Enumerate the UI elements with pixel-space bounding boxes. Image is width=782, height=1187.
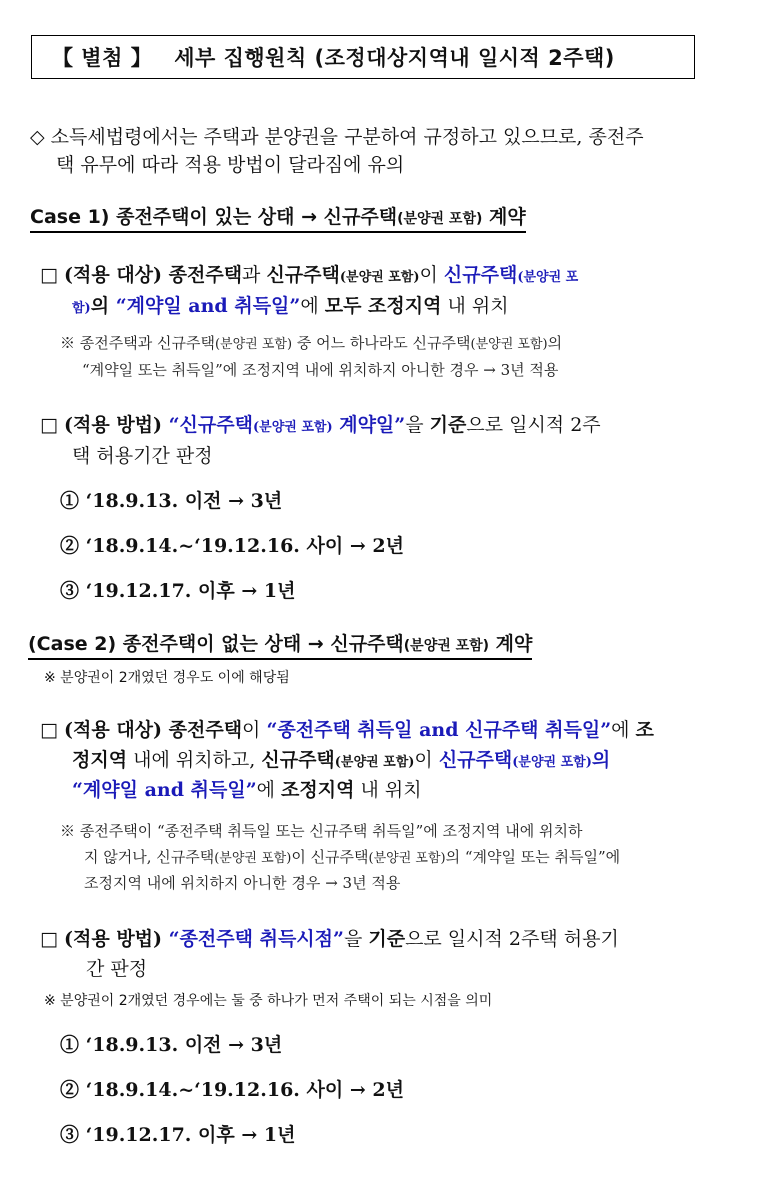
case1-target-line-2: 함)의 “계약일 and 취득일”에 모두 조정지역 내 위치 xyxy=(72,295,509,317)
case2-target-line-2: 정지역 내에 위치하고, 신규주택(분양권 포함)이 신규주택(분양권 포함)의 xyxy=(72,749,611,771)
checkbox-icon: □ xyxy=(40,264,58,286)
case2-note-line-2: 지 않거나, 신규주택(분양권 포함)이 신규주택(분양권 포함)의 “계약일 또는 취득일”에 xyxy=(84,848,621,866)
intro-line-1: ◇ 소득세법령에서는 주택과 분양권을 구분하여 규정하고 있으므로, 종전주 xyxy=(30,126,644,148)
case2-method-note: ※ 분양권이 2개였던 경우에는 둘 중 하나가 먼저 주택이 되는 시점을 의미 xyxy=(44,993,493,1009)
case1-item-2: ② ‘18.9.14.~‘19.12.16. 사이 → 2년 xyxy=(60,535,404,557)
case2-item-3: ③ ‘19.12.17. 이후 → 1년 xyxy=(60,1124,296,1146)
case2-note-line-1: ※ 종전주택이 “종전주택 취득일 또는 신규주택 취득일”에 조정지역 내에 위치하 xyxy=(60,822,583,840)
checkbox-icon: □ xyxy=(40,719,58,741)
page-title-box xyxy=(31,35,695,79)
checkbox-icon: □ xyxy=(40,928,58,950)
intro-line-2: 택 유무에 따라 적용 방법이 달라짐에 유의 xyxy=(56,154,405,176)
case2-target-line-1: □ (적용 대상) 종전주택이 “종전주택 취득일 and 신규주택 취득일”에 조 xyxy=(40,719,654,741)
case2-method-line-2: 간 판정 xyxy=(86,958,148,980)
case1-note-line-1: ※ 종전주택과 신규주택(분양권 포함) 중 어느 하나라도 신규주택(분양권 포함)의 xyxy=(60,334,563,352)
case2-note-line-3: 조정지역 내에 위치하지 아니한 경우 → 3년 적용 xyxy=(84,874,401,892)
case2-subnote: ※ 분양권이 2개였던 경우도 이에 해당됨 xyxy=(44,670,290,686)
case1-target-line-1: □ (적용 대상) 종전주택과 신규주택(분양권 포함)이 신규주택(분양권 포 xyxy=(40,264,579,286)
case2-method-line-1: □ (적용 방법) “종전주택 취득시점”을 기준으로 일시적 2주택 허용기 xyxy=(40,928,619,950)
case2-target-line-3: “계약일 and 취득일”에 조정지역 내 위치 xyxy=(72,779,422,801)
case2-item-2: ② ‘18.9.14.~‘19.12.16. 사이 → 2년 xyxy=(60,1079,404,1101)
case2-item-1: ① ‘18.9.13. 이전 → 3년 xyxy=(60,1034,283,1056)
case1-heading: Case 1) 종전주택이 있는 상태 → 신규주택(분양권 포함) 계약 xyxy=(30,205,526,233)
checkbox-icon: □ xyxy=(40,414,58,436)
case1-method-line-2: 택 허용기간 판정 xyxy=(72,445,213,467)
attachment-label: 【 별첨 】 xyxy=(52,46,153,70)
page-title: 세부 집행원칙 (조정대상지역내 일시적 2주택) xyxy=(174,46,615,70)
case1-method-line-1: □ (적용 방법) “신규주택(분양권 포함) 계약일”을 기준으로 일시적 2주 xyxy=(40,414,601,436)
case1-item-1: ① ‘18.9.13. 이전 → 3년 xyxy=(60,490,283,512)
case1-item-3: ③ ‘19.12.17. 이후 → 1년 xyxy=(60,580,296,602)
case1-note-line-2: “계약일 또는 취득일”에 조정지역 내에 위치하지 아니한 경우 → 3년 적용 xyxy=(82,361,559,379)
case2-heading: (Case 2) 종전주택이 없는 상태 → 신규주택(분양권 포함) 계약 xyxy=(28,632,532,660)
